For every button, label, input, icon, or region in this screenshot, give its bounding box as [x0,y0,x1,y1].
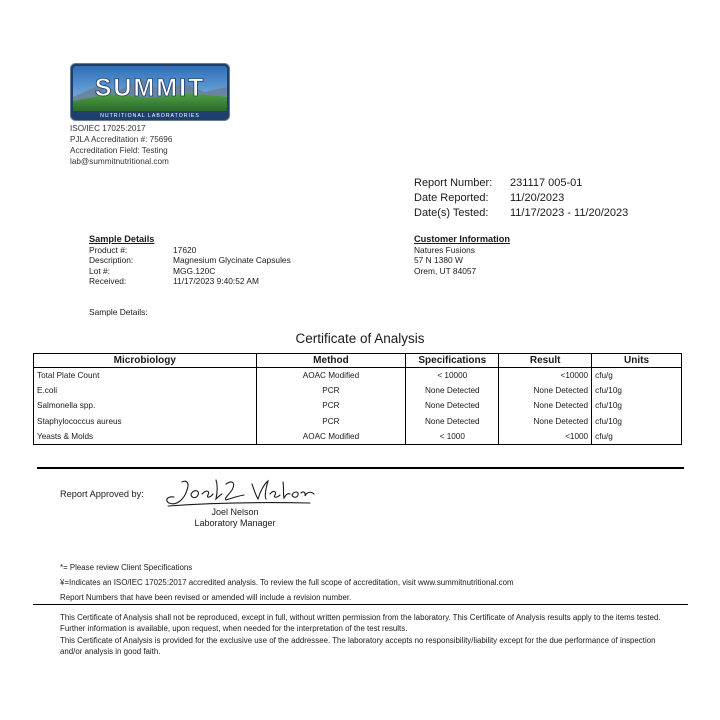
header-units: Units [592,354,682,368]
test-result: None Detected [499,383,592,398]
table-row [34,368,682,384]
test-method: AOAC Modified [256,429,406,445]
test-result: <10000 [499,368,592,384]
test-name: Staphylococcus aureus [34,414,257,429]
header-specifications: Specifications [406,354,499,368]
approver-name: Joel Nelson [211,507,259,517]
test-result: <1000 [499,429,592,445]
signature [160,476,316,510]
divider [37,467,684,469]
sample-details-title: Sample Details [89,234,155,244]
divider [33,604,688,605]
test-units: cfu/g [592,368,682,384]
sample-details [89,234,291,287]
table-row [34,414,682,429]
customer-title: Customer Information [414,234,510,244]
sample-value: MGG.120C [173,265,216,276]
sample-label: Description: [89,255,134,265]
test-spec: < 1000 [406,429,499,445]
test-method: AOAC Modified [256,368,406,384]
lab-accreditation: PJLA Accreditation #: 75696 [70,135,173,144]
customer-line: Orem, UT 84057 [414,265,477,276]
logo-wordmark: SUMMIT [94,74,206,102]
lab-iso: ISO/IEC 17025:2017 [70,124,146,133]
test-spec: None Detected [406,414,499,429]
table-header-row [34,354,682,368]
customer-line: Natures Fusions [414,244,475,255]
table-row [34,383,682,398]
test-name: Yeasts & Molds [34,429,257,445]
test-units: cfu/10g [592,383,682,398]
note-line: *= Please review Client Specifications [60,563,193,572]
sample-label: Lot #: [89,265,110,276]
header-result: Result [499,354,592,368]
disclaimer-paragraph: This Certificate of Analysis is provided for the exclusive use of the addressee. The laboratory accepts no responsibility/liability except for the due performance of inspection and/or analysis in good faith. [60,635,656,656]
header-microbiology: Microbiology [34,354,257,368]
test-name: E.coli [34,383,257,398]
date-reported-label: Date Reported: [414,192,489,204]
test-result: None Detected [499,398,592,413]
customer-information [414,234,510,276]
date-reported: 11/20/2023 [510,192,565,204]
test-spec: < 10000 [406,368,499,384]
sample-value: 11/17/2023 9:40:52 AM [173,276,259,286]
test-method: PCR [256,398,406,413]
lab-info [70,123,172,167]
results-table [33,353,682,445]
approver-title: Laboratory Manager [194,518,276,528]
test-spec: None Detected [406,383,499,398]
test-name: Total Plate Count [34,368,257,384]
report-number-label: Report Number: [414,177,493,189]
note-line: Report Numbers that have been revised or amended will include a revision number. [60,592,352,602]
sample-label: Product #: [89,244,128,255]
test-method: PCR [256,383,406,398]
test-units: cfu/10g [592,414,682,429]
table-row [34,429,682,445]
summit-logo [70,63,230,121]
test-spec: None Detected [406,398,499,413]
disclaimer [60,612,680,657]
report-meta [414,176,628,221]
notes [60,561,514,605]
test-units: cfu/10g [592,398,682,413]
sample-value: Magnesium Glycinate Capsules [173,255,291,265]
sample-value: 17620 [173,244,197,255]
test-method: PCR [256,414,406,429]
report-number: 231117 005-01 [510,177,583,189]
approver [180,507,290,529]
date-tested-label: Date(s) Tested: [414,207,489,219]
logo-tagline: NUTRITIONAL LABORATORIES [100,113,200,119]
header-method: Method [256,354,406,368]
sample-label: Received: [89,276,127,286]
note-line: ¥=Indicates an ISO/IEC 17025:2017 accredited analysis. To review the full scope of accreditation, visit www.summitnutritional.com [60,577,514,587]
approved-by-label: Report Approved by: [60,489,144,499]
sample-details-note: Sample Details: [89,307,148,317]
customer-line: 57 N 1380 W [414,255,463,265]
test-result: None Detected [499,414,592,429]
lab-email: lab@summitnutritional.com [70,157,169,166]
date-tested: 11/17/2023 - 11/20/2023 [510,207,629,219]
disclaimer-paragraph: This Certificate of Analysis shall not be reproduced, except in full, without written permission from the laboratory. This Certificate of Analysis results apply to the items tested. Further information is available, upon request, when needed for the interpretation of the test results. [60,613,661,634]
test-name: Salmonella spp. [34,398,257,413]
lab-field: Accreditation Field: Testing [70,146,168,155]
table-row [34,398,682,413]
test-units: cfu/g [592,429,682,445]
certificate-title: Certificate of Analysis [295,331,425,346]
